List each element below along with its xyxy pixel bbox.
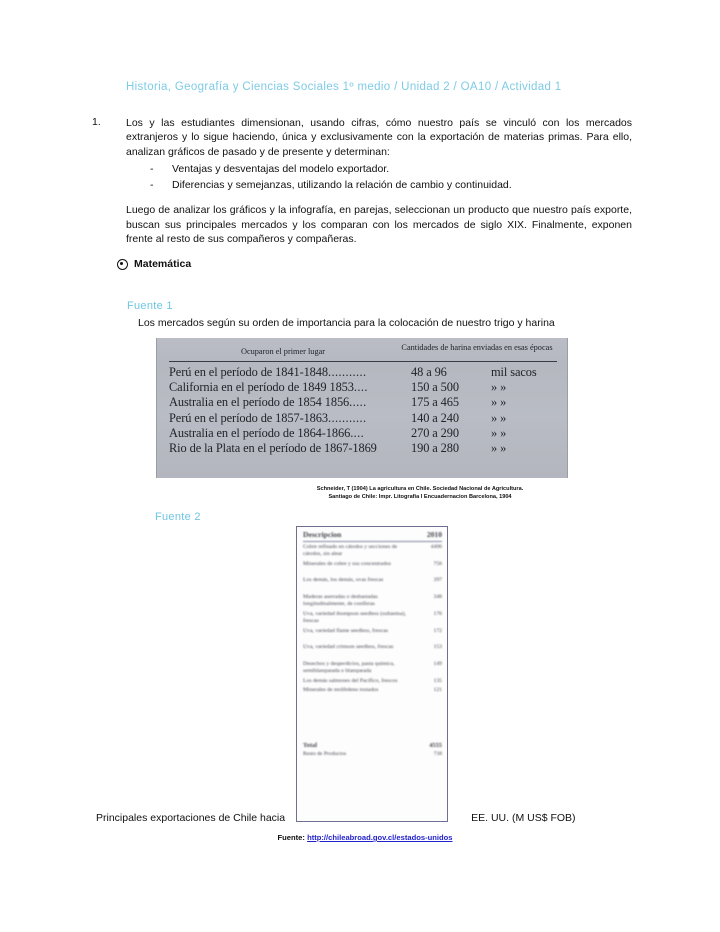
table-cell-desc: Uva, variedad thompson seedless (sultanina), frescas — [303, 610, 406, 625]
table-cell-value: 397 — [433, 577, 442, 584]
bullet-dash: - — [150, 179, 154, 192]
subtotal-value: 738 — [433, 750, 442, 757]
table-cell-desc — [169, 441, 405, 456]
table-cell-qty: 140 a 240 — [411, 410, 459, 425]
row-desc-text: Rio de la Plata en el período de 1867-1869 — [169, 440, 377, 455]
table-cell-desc: Minerales de cobre y sus concentrados — [303, 560, 391, 567]
table-cell-value: 176 — [433, 610, 442, 617]
citation-line-1: Schneider, T (1904) La agricultura en Chile. Sociedad Nacional de Agricultura. — [316, 486, 524, 492]
exports-table-header-row — [303, 530, 442, 542]
exports-header-desc: Descripcion — [303, 530, 342, 539]
historical-table-header-row — [169, 343, 557, 360]
table-row — [303, 678, 442, 685]
table-row — [303, 594, 442, 609]
table-cell-unit: » » — [491, 440, 507, 455]
table-cell-value: 121 — [433, 687, 442, 694]
table-row — [303, 628, 442, 642]
table-cell-value: 4406 — [430, 544, 442, 550]
table-cell-desc — [169, 365, 405, 380]
bullet-text: Diferencias y semejanzas, utilizando la relación de cambio y continuidad. — [172, 179, 512, 192]
table-cell-desc — [169, 411, 405, 426]
caption-left-part: Principales exportaciones de Chile hacia — [96, 812, 286, 824]
table-cell-desc: Uva, variedad flame seedless, frescas — [303, 627, 388, 634]
fuente-2-label: Fuente 2 — [155, 511, 201, 523]
source-label: Fuente: — [277, 833, 305, 842]
activity-bullet-item — [126, 161, 632, 177]
leader-dots: .... — [353, 380, 368, 395]
row-desc-text: California en el período de 1849 1853 — [169, 380, 354, 395]
leader-dots: .... — [350, 425, 365, 440]
exports-total-row — [303, 742, 442, 750]
fuente-1-citation — [240, 486, 600, 501]
row-desc-text: Perú en el período de 1857-1863 — [169, 410, 328, 425]
table-row — [303, 661, 442, 676]
table-cell-unit: » » — [491, 425, 507, 440]
table-row — [303, 544, 442, 559]
subtotal-label: Resto de Productos — [303, 750, 347, 757]
table-cell-desc: Desechos y desperdicios, pasta química, semiblanqueada o blanqueada — [303, 660, 395, 674]
historical-table-header-1: Ocuparon el primer lugar — [240, 347, 326, 356]
activity-bullet-list — [126, 161, 632, 193]
breadcrumb: Historia, Geografía y Ciencias Sociales 1º medio / Unidad 2 / OA10 / Actividad 1 — [126, 81, 562, 93]
table-cell-value: 135 — [433, 677, 442, 684]
table-cell-unit: » » — [491, 410, 507, 425]
table-cell-desc: Los demás, los demás, uvas frescas — [303, 577, 384, 584]
total-value: 4555 — [429, 741, 442, 749]
activity-paragraph-1: Los y las estudiantes dimensionan, usando cifras, cómo nuestro país se vinculó con los mercados extranjeros y lo sigue haciendo, única y exclusivamente con la exportación de materias primas. Para ello, analizan gráficos de pasado y de presente y determinan: — [126, 117, 632, 158]
table-cell-desc: Minerales de molibdeno tostados — [303, 687, 379, 694]
table-cell-value: 348 — [433, 593, 442, 600]
row-desc-text: Australia en el período de 1864-1866 — [169, 425, 351, 440]
table-row — [303, 611, 442, 626]
table-row — [303, 561, 442, 575]
exports-table-image — [296, 526, 448, 822]
activity-number: 1. — [92, 116, 101, 128]
table-cell-qty: 150 a 500 — [411, 380, 459, 395]
fuente-1-label: Fuente 1 — [127, 300, 173, 312]
table-cell-desc: Cobre refinado en cátodos y secciones de cátodos, sin alear — [303, 544, 398, 558]
circle-dot-icon — [117, 259, 128, 270]
leader-dots: ........... — [327, 410, 367, 425]
table-row — [169, 426, 557, 441]
activity-paragraph-1-wrap — [126, 116, 632, 193]
table-row — [169, 411, 557, 426]
table-cell-qty: 190 a 280 — [411, 440, 459, 455]
historical-table-image — [156, 338, 568, 478]
table-cell-unit: mil sacos — [491, 364, 537, 379]
bullet-dash: - — [150, 163, 154, 176]
fuente-1-caption: Los mercados según su orden de importancia para la colocación de nuestro trigo y harina — [138, 317, 555, 329]
total-label: Total — [303, 741, 317, 749]
activity-block — [92, 116, 632, 193]
bullet-text: Ventajas y desventajas del modelo exportador. — [172, 163, 390, 176]
table-row — [169, 395, 557, 410]
table-cell-value: 149 — [433, 660, 442, 667]
table-cell-desc: Uva, variedad crimson seedless, frescas — [303, 644, 394, 651]
leader-dots: ..... — [349, 395, 367, 410]
table-cell-qty: 48 a 96 — [411, 364, 447, 379]
exports-subtotal-row — [303, 751, 442, 758]
leader-dots: ........... — [327, 364, 367, 379]
subject-tag — [117, 258, 191, 270]
table-cell-unit: » » — [491, 380, 507, 395]
fuente-2-caption — [96, 812, 626, 824]
row-desc-text: Perú en el período de 1841-1848 — [169, 364, 328, 379]
table-row — [169, 441, 557, 456]
historical-table-rule — [169, 361, 557, 362]
source-url-link[interactable]: http://chileabroad.gov.cl/estados-unidos — [307, 833, 453, 842]
row-desc-text: Australia en el período de 1854 1856 — [169, 395, 350, 410]
table-cell-desc: Los demás salmones del Pacífico, frescos — [303, 677, 398, 684]
table-row — [169, 380, 557, 395]
caption-right-part: EE. UU. (M US$ FOB) — [471, 812, 576, 824]
table-cell-qty: 270 a 290 — [411, 425, 459, 440]
table-cell-value: 153 — [433, 644, 442, 651]
table-cell-qty: 175 a 465 — [411, 395, 459, 410]
citation-line-2: Santiago de Chile: Impr. Litografia I Encuadernacion Barcelona, 1904 — [328, 493, 512, 500]
table-cell-desc — [169, 380, 405, 395]
table-cell-value: 756 — [433, 560, 442, 567]
exports-table-inner — [297, 527, 447, 758]
exports-header-year: 2010 — [426, 530, 442, 539]
table-row — [169, 365, 557, 380]
table-row — [303, 644, 442, 658]
table-cell-desc: Maderas aserradas o desbastadas longitudinalmente, de coníferas — [303, 593, 378, 608]
table-row — [303, 577, 442, 591]
subject-label: Matemática — [134, 258, 192, 270]
fuente-2-source-line — [200, 833, 530, 842]
activity-paragraph-2: Luego de analizar los gráficos y la infografía, en parejas, seleccionan un producto que nuestro país exporte, buscan sus principales mercados y los comparan con los mercados de siglo XIX. Finalmente, exponen frente al resto de sus compañeros y compañeras. — [126, 204, 632, 246]
historical-table-header-2: Cantidades de harina enviadas en esas épocas — [401, 343, 553, 352]
activity-bullet-item — [126, 177, 632, 193]
table-cell-desc — [169, 395, 405, 410]
table-cell-value: 172 — [433, 627, 442, 634]
table-cell-desc — [169, 426, 405, 441]
table-cell-unit: » » — [491, 395, 507, 410]
table-row — [303, 687, 442, 694]
